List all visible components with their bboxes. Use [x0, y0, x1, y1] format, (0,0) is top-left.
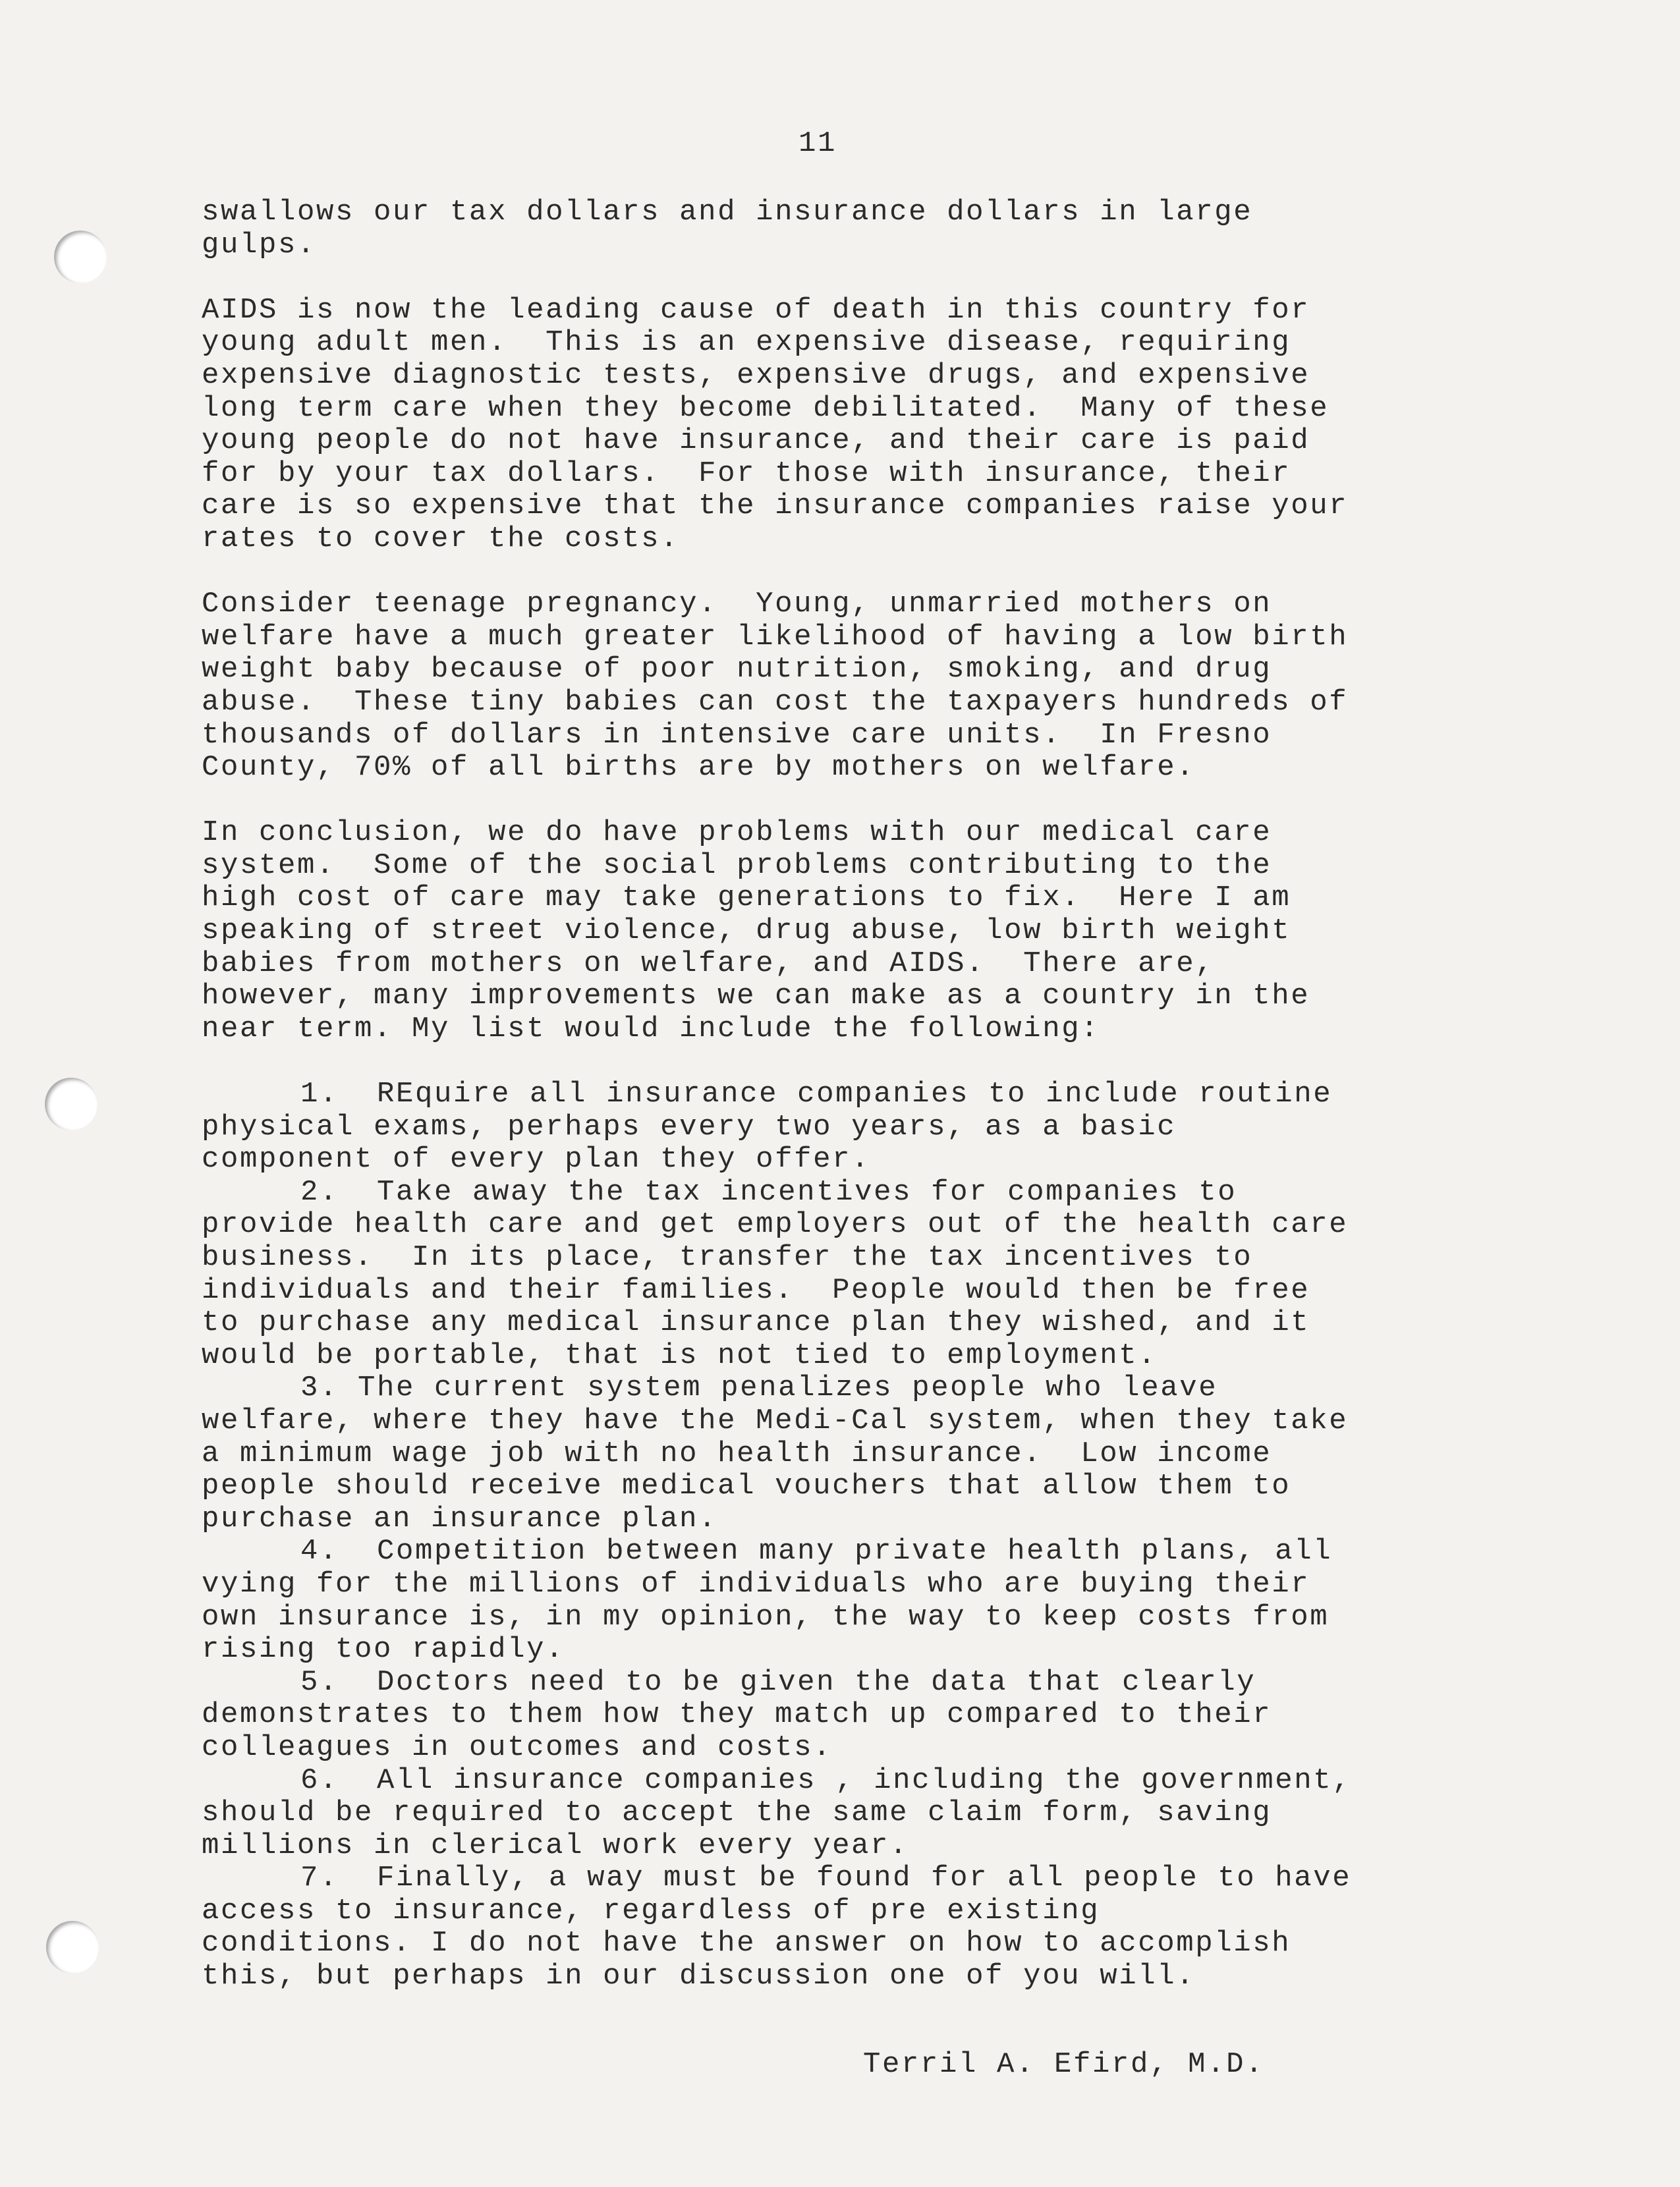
text-line: system. Some of the social problems contributing to the — [202, 848, 1272, 882]
text-line: near term. My list would include the following: — [202, 1012, 1100, 1045]
text-line: high cost of care may take generations to fix. Here I am — [202, 881, 1291, 915]
text-line: provide health care and get employers out of the health care — [202, 1208, 1349, 1242]
text-line: 1. REquire all insurance companies to include routine — [300, 1078, 1333, 1111]
text-line: gulps. — [202, 228, 317, 262]
text-line: 2. Take away the tax incentives for companies to — [300, 1175, 1237, 1209]
text-line: business. In its place, transfer the tax incentives to — [202, 1241, 1253, 1274]
binder-hole — [54, 231, 107, 283]
text-line: Consider teenage pregnancy. Young, unmarried mothers on — [202, 588, 1272, 621]
text-line: access to insurance, regardless of pre existing — [202, 1894, 1100, 1927]
text-line: County, 70% of all births are by mothers on welfare. — [202, 751, 1196, 785]
text-line: 4. Competition between many private health plans, all — [300, 1535, 1333, 1568]
text-line: millions in clerical work every year. — [202, 1829, 909, 1862]
text-line: demonstrates to them how they match up compared to their — [202, 1698, 1272, 1732]
text-line: speaking of street violence, drug abuse, low birth weight — [202, 914, 1291, 948]
binder-hole — [45, 1078, 98, 1130]
text-line: welfare have a much greater likelihood of having a low birth — [202, 620, 1349, 653]
binder-hole — [46, 1921, 99, 1974]
text-line: expensive diagnostic tests, expensive drugs, and expensive — [202, 358, 1310, 392]
text-line: a minimum wage job with no health insurance. Low income — [202, 1437, 1272, 1470]
text-line: rising too rapidly. — [202, 1633, 565, 1667]
text-line: for by your tax dollars. For those with insurance, their — [202, 457, 1291, 490]
text-line: welfare, where they have the Medi-Cal system, when they take — [202, 1404, 1349, 1437]
text-line: babies from mothers on welfare, and AIDS. There are, — [202, 947, 1215, 980]
text-line: own insurance is, in my opinion, the way to keep costs from — [202, 1600, 1330, 1634]
paragraph-gap — [202, 556, 1351, 589]
text-line: people should receive medical vouchers that allow them to — [202, 1470, 1291, 1503]
text-line: component of every plan they offer. — [202, 1143, 871, 1177]
letter-body — [202, 196, 1351, 1993]
text-line: 7. Finally, a way must be found for all people to have — [300, 1862, 1352, 1895]
text-line: weight baby because of poor nutrition, smoking, and drug — [202, 653, 1272, 686]
text-line: would be portable, that is not tied to employment. — [202, 1339, 1158, 1372]
text-line: In conclusion, we do have problems with our medical care — [202, 816, 1272, 850]
text-line: swallows our tax dollars and insurance dollars in large — [202, 196, 1253, 229]
text-line: to purchase any medical insurance plan they wished, and it — [202, 1306, 1310, 1340]
text-line: young people do not have insurance, and their care is paid — [202, 424, 1310, 458]
text-line: however, many improvements we can make as a country in the — [202, 980, 1310, 1013]
signature: Terril A. Efird, M.D. — [863, 2048, 1265, 2081]
paragraph-gap — [202, 1045, 1351, 1078]
text-line: physical exams, perhaps every two years, as a basic — [202, 1110, 1177, 1144]
text-line: 5. Doctors need to be given the data that clearly — [300, 1665, 1256, 1699]
text-line: rates to cover the costs. — [202, 522, 680, 555]
text-line: purchase an insurance plan. — [202, 1502, 718, 1536]
page-number: 11 — [798, 127, 837, 160]
text-line: thousands of dollars in intensive care units. In Fresno — [202, 718, 1272, 752]
text-line: abuse. These tiny babies can cost the taxpayers hundreds of — [202, 685, 1349, 719]
text-line: this, but perhaps in our discussion one of you will. — [202, 1960, 1196, 1993]
text-line: 3. The current system penalizes people who leave — [300, 1371, 1218, 1405]
text-line: 6. All insurance companies , including the government, — [300, 1763, 1352, 1797]
text-line: conditions. I do not have the answer on how to accomplish — [202, 1927, 1291, 1960]
text-line: should be required to accept the same claim form, saving — [202, 1796, 1272, 1830]
text-line: long term care when they become debilitated. Many of these — [202, 391, 1330, 425]
text-line: colleagues in outcomes and costs. — [202, 1730, 833, 1764]
text-line: AIDS is now the leading cause of death in this country for — [202, 293, 1310, 327]
paragraph-gap — [202, 262, 1351, 294]
text-line: individuals and their families. People would then be free — [202, 1273, 1310, 1307]
text-line: vying for the millions of individuals who are buying their — [202, 1567, 1310, 1601]
text-line: care is so expensive that the insurance companies raise your — [202, 489, 1349, 523]
paragraph-gap — [202, 785, 1351, 817]
text-line: young adult men. This is an expensive disease, requiring — [202, 326, 1291, 360]
